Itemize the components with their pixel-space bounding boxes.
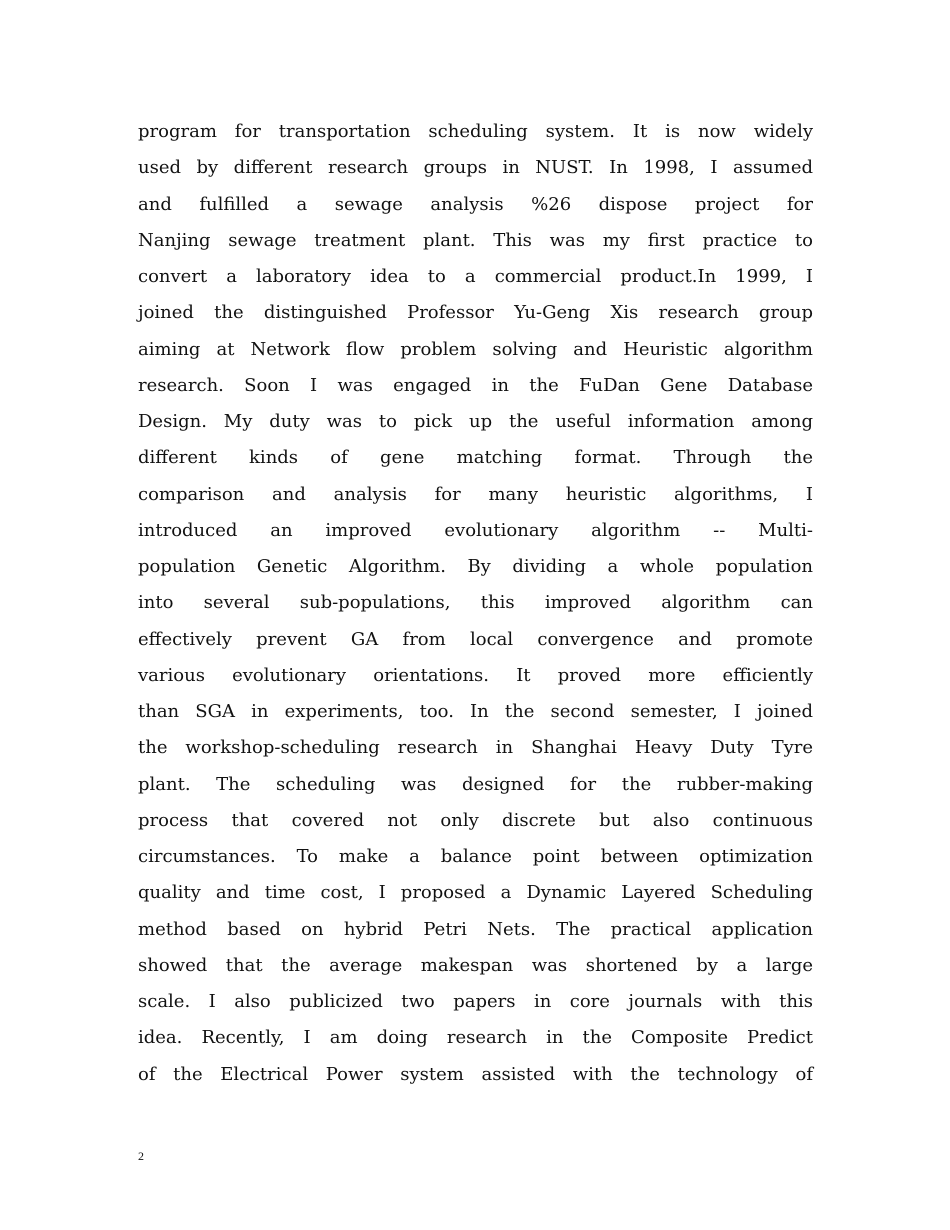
text-line: various evolutionary orientations. It proved more efficiently (138, 664, 813, 686)
text-line: process that covered not only discrete but also continuous (138, 809, 813, 831)
text-line: of the Electrical Power system assisted with the technology of (138, 1063, 813, 1085)
text-line: Nanjing sewage treatment plant. This was my first practice to (138, 229, 813, 251)
text-line: idea. Recently, I am doing research in the Composite Predict (138, 1027, 813, 1049)
text-line: quality and time cost, I proposed a Dynamic Layered Scheduling (138, 882, 813, 904)
text-line: into several sub-populations, this improved algorithm can (138, 592, 813, 614)
text-line: comparison and analysis for many heuristic algorithms, I (138, 483, 813, 505)
text-line: used by different research groups in NUST. In 1998, I assumed (138, 157, 813, 179)
text-line: effectively prevent GA from local convergence and promote (138, 628, 813, 650)
text-line: method based on hybrid Petri Nets. The practical application (138, 918, 813, 940)
text-line: and fulfilled a sewage analysis %26 dispose project for (138, 193, 813, 215)
text-line: scale. I also publicized two papers in core journals with this (138, 991, 813, 1012)
text-line: program for transportation scheduling system. It is now widely (138, 121, 813, 142)
text-line: the workshop-scheduling research in Shanghai Heavy Duty Tyre (138, 737, 813, 759)
text-line: aiming at Network flow problem solving and Heuristic algorithm (138, 338, 813, 360)
text-line: convert a laboratory idea to a commercial product.In 1999, I (138, 266, 813, 287)
body-paragraph (138, 114, 813, 1093)
text-line: Design. My duty was to pick up the useful information among (138, 411, 813, 432)
text-line: joined the distinguished Professor Yu-Geng Xis research group (138, 302, 813, 324)
text-line: different kinds of gene matching format. Through the (138, 447, 813, 469)
text-line: population Genetic Algorithm. By dividing a whole population (138, 556, 813, 577)
text-line: than SGA in experiments, too. In the second semester, I joined (138, 701, 813, 722)
text-line: showed that the average makespan was shortened by a large (138, 954, 813, 976)
text-line: research. Soon I was engaged in the FuDan Gene Database (138, 374, 813, 396)
page-number: 2 (138, 1149, 144, 1163)
text-line: plant. The scheduling was designed for the rubber-making (138, 773, 813, 795)
text-line: circumstances. To make a balance point between optimization (138, 846, 813, 867)
text-line: introduced an improved evolutionary algorithm -- Multi- (138, 519, 813, 541)
